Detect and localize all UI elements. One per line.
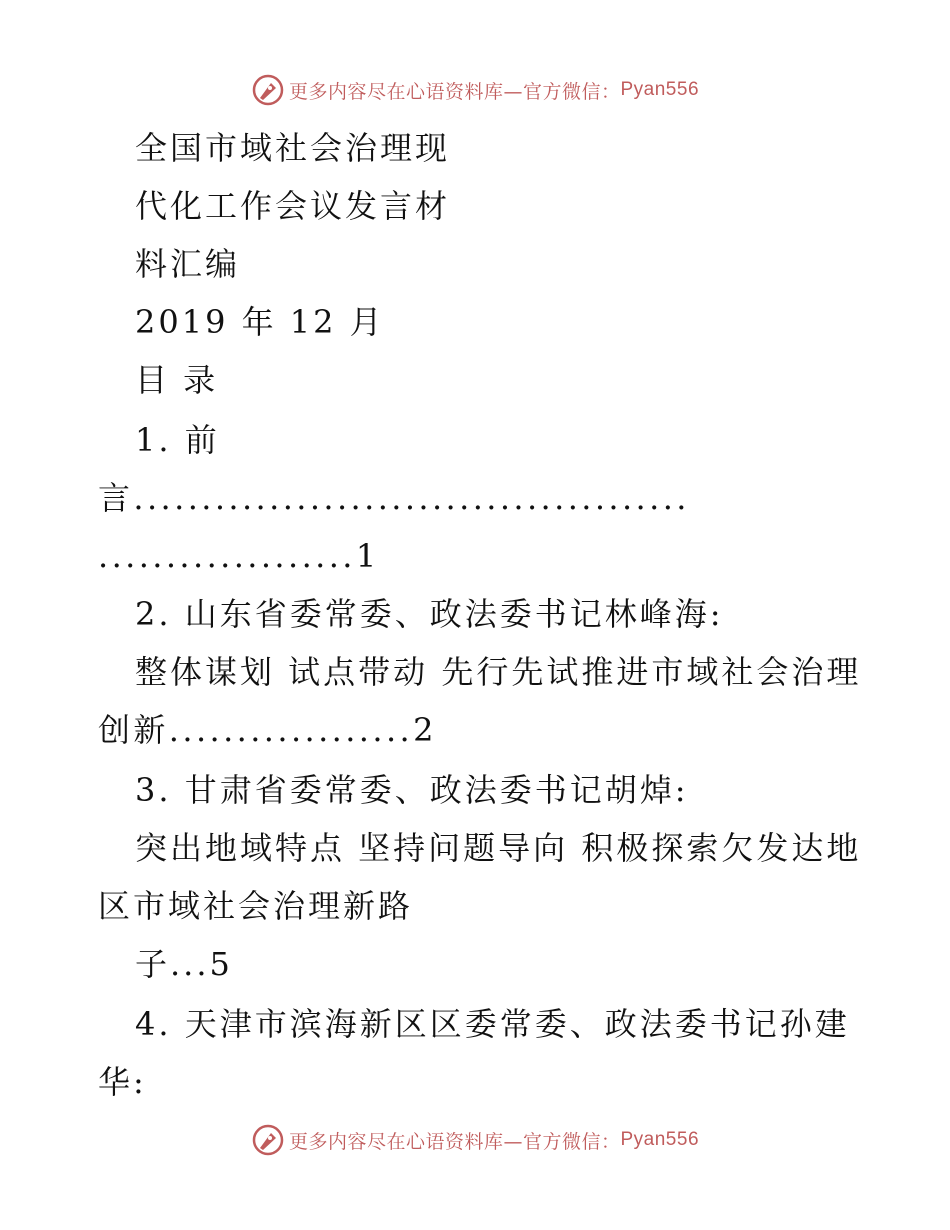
- toc-entry-3-line-3: 区市域社会治理新路: [98, 887, 414, 925]
- toc-entry-2-line-3: 创新..................2: [98, 711, 437, 749]
- pen-nib-seal-icon: [251, 1123, 285, 1157]
- watermark-wechat-id: Pyan556: [620, 1129, 700, 1150]
- toc-entry-1-line-3: ...................1: [98, 537, 380, 575]
- toc-entry-2-line-1: 2. 山东省委常委、政法委书记林峰海:: [135, 595, 724, 633]
- watermark-header: [0, 70, 950, 110]
- toc-entry-1-line-2: 言.........................................: [98, 479, 690, 517]
- toc-entry-3-line-2: 突出地域特点 坚持问题导向 积极探索欠发达地: [135, 829, 862, 867]
- toc-entry-4-line-2: 华:: [98, 1063, 147, 1101]
- doc-title-line-1: 全国市域社会治理现: [135, 129, 451, 167]
- doc-title-line-3: 料汇编: [135, 245, 241, 283]
- toc-entry-1-line-1: 1. 前: [135, 421, 220, 459]
- watermark-text: 更多内容尽在心语资料库—官方微信：: [288, 1130, 621, 1153]
- watermark-text: 更多内容尽在心语资料库—官方微信：: [288, 80, 621, 103]
- doc-title-line-2: 代化工作会议发言材: [135, 187, 451, 225]
- toc-entry-3-line-4: 子...5: [135, 945, 233, 983]
- toc-entry-3-line-1: 3. 甘肃省委常委、政法委书记胡焯:: [135, 771, 689, 809]
- toc-entry-2-line-2: 整体谋划 试点带动 先行先试推进市域社会治理: [135, 653, 862, 691]
- watermark-footer: [0, 1120, 950, 1160]
- doc-date: 2019 年 12 月: [135, 303, 385, 341]
- watermark-wechat-id: Pyan556: [620, 79, 700, 100]
- pen-nib-seal-icon: [251, 73, 285, 107]
- toc-heading: 目 录: [135, 361, 219, 399]
- toc-entry-4-line-1: 4. 天津市滨海新区区委常委、政法委书记孙建: [135, 1005, 850, 1043]
